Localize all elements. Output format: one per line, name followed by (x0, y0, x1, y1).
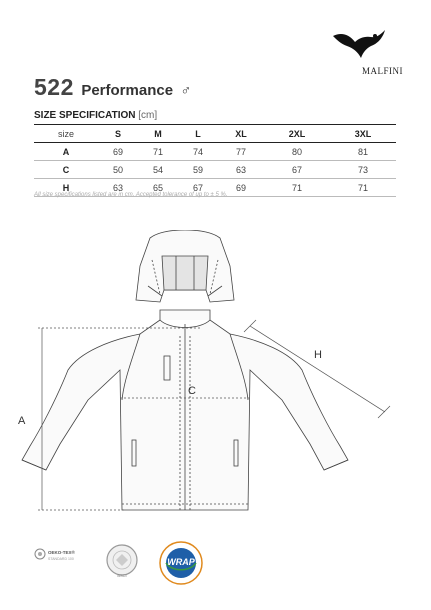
size-column-header: 3XL (330, 125, 396, 143)
size-column-header: 2XL (264, 125, 330, 143)
table-cell: 67 (264, 161, 330, 179)
table-cell: 69 (98, 143, 138, 161)
table-cell: 80 (264, 143, 330, 161)
table-cell: 71 (138, 143, 178, 161)
jacket-drawing (0, 230, 431, 530)
brand-name: MALFINI (362, 66, 403, 76)
row-label: H (34, 179, 98, 197)
gender-icon: ♂ (180, 82, 191, 98)
table-cell: 74 (178, 143, 218, 161)
model-number: 522 (34, 74, 74, 100)
spec-heading-label: SIZE SPECIFICATION (34, 110, 136, 121)
brand-logo (331, 28, 403, 78)
row-label: A (34, 143, 98, 161)
hood-drawing (136, 230, 234, 302)
size-column-header: S (98, 125, 138, 143)
dimension-c-label: C (188, 385, 196, 397)
table-cell: 69 (218, 179, 264, 197)
product-title (34, 74, 191, 101)
bsci-label: BSCI (117, 573, 127, 578)
row-label: C (34, 161, 98, 179)
oeko-tex-sub: STANDARD 100 (48, 557, 74, 561)
jacket-body (22, 310, 348, 510)
table-cell: 65 (138, 179, 178, 197)
table-cell: 54 (138, 161, 178, 179)
tolerance-note: All size specifications listed are in cm. Accepted tolerance of up to ± 5 %. (34, 192, 228, 198)
spec-heading (34, 110, 157, 121)
size-table-header (34, 125, 396, 143)
table-cell: 67 (178, 179, 218, 197)
dimension-h-label: H (314, 349, 322, 361)
size-column-header: M (138, 125, 178, 143)
oeko-tex-badge (34, 548, 84, 578)
table-row (34, 161, 396, 179)
table-row (34, 143, 396, 161)
table-cell: 77 (218, 143, 264, 161)
bsci-badge (102, 542, 142, 582)
dimension-a-label: A (18, 415, 26, 427)
wrap-badge (158, 540, 204, 586)
wrap-label: WRAP (167, 557, 195, 567)
size-column-header: XL (218, 125, 264, 143)
size-column-header: L (178, 125, 218, 143)
table-cell: 73 (330, 161, 396, 179)
table-cell: 63 (98, 179, 138, 197)
spec-unit: [cm] (138, 110, 158, 121)
oeko-tex-title: OEKO-TEX® (48, 550, 75, 555)
table-cell: 71 (330, 179, 396, 197)
size-table (34, 124, 396, 197)
table-cell: 81 (330, 143, 396, 161)
table-cell: 63 (218, 161, 264, 179)
model-name: Performance (81, 82, 174, 99)
size-column-header: size (34, 125, 98, 143)
oeko-tex-icon (34, 548, 46, 562)
bird-icon (331, 28, 387, 62)
table-cell: 71 (264, 179, 330, 197)
certifications (0, 540, 431, 590)
table-cell: 50 (98, 161, 138, 179)
table-cell: 59 (178, 161, 218, 179)
